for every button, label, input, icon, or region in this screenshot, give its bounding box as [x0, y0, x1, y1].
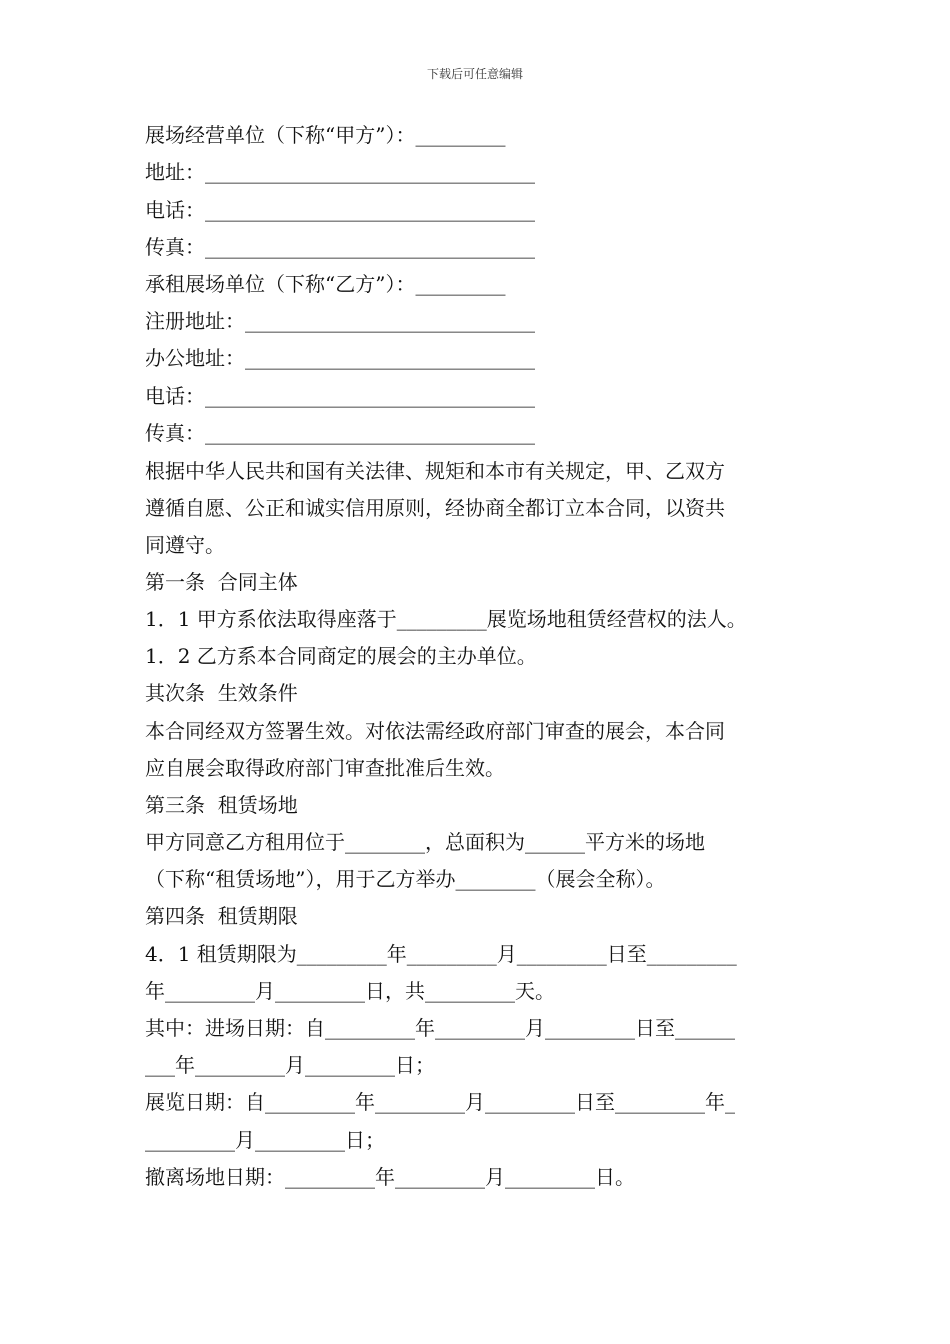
party-a-address: 地址：_________________________________	[145, 160, 535, 184]
article3-line-1: 甲方同意乙方租用位于________，总面积为______平方米的场地	[145, 830, 705, 854]
article1-title: 第一条 合同主体	[145, 570, 298, 594]
party-b-reg-address: 注册地址：_____________________________	[145, 309, 535, 333]
preamble-line-1: 根据中华人民共和国有关法律、规矩和本市有关规定，甲、乙双方	[145, 459, 725, 483]
article4-line-3: 其中：进场日期：自_________年_________月_________日至______	[145, 1016, 735, 1040]
article1-item-2: 1．2 乙方系本合同商定的展会的主办单位。	[145, 644, 537, 668]
preamble-line-2: 遵循自愿、公正和诚实信用原则，经协商全都订立本合同，以资共	[145, 496, 725, 520]
article1-item-1: 1．1 甲方系依法取得座落于_________展览场地租赁经营权的法人。	[145, 607, 747, 631]
page-header-note: 下载后可任意编辑	[426, 67, 523, 81]
article4-line-2: 年_________月_________日，共_________天。	[145, 979, 555, 1003]
article2-line-1: 本合同经双方签署生效。对依法需经政府部门审查的展会，本合同	[145, 719, 725, 743]
preamble-line-3: 同遵守。	[145, 533, 225, 557]
party-b-phone: 电话：_________________________________	[145, 384, 535, 408]
article2-title: 其次条 生效条件	[145, 681, 298, 705]
article4-line-5: 展览日期：自_________年_________月_________日至_________年_	[145, 1090, 735, 1114]
party-a-fax: 传真：_________________________________	[145, 235, 535, 259]
article2-line-2: 应自展会取得政府部门审查批准后生效。	[145, 756, 505, 780]
article4-line-4: ___年_________月_________日；	[145, 1053, 435, 1077]
party-a-unit: 展场经营单位（下称“甲方”）：_________	[145, 123, 506, 147]
party-a-phone: 电话：_________________________________	[145, 198, 535, 222]
article4-line-1: 4．1 租赁期限为_________年_________月_________日至_________	[145, 942, 737, 966]
article4-line-6: _________月_________日；	[145, 1128, 385, 1152]
article3-title: 第三条 租赁场地	[145, 793, 298, 817]
article4-line-7: 撤离场地日期：_________年_________月_________日。	[145, 1165, 635, 1189]
article3-line-2: （下称“租赁场地”），用于乙方举办________（展会全称）。	[145, 867, 666, 891]
party-b-office-address: 办公地址：_____________________________	[145, 346, 535, 370]
party-b-unit: 承租展场单位（下称“乙方”）：_________	[145, 272, 506, 296]
party-b-fax: 传真：_________________________________	[145, 421, 535, 445]
article4-title: 第四条 租赁期限	[145, 904, 298, 928]
